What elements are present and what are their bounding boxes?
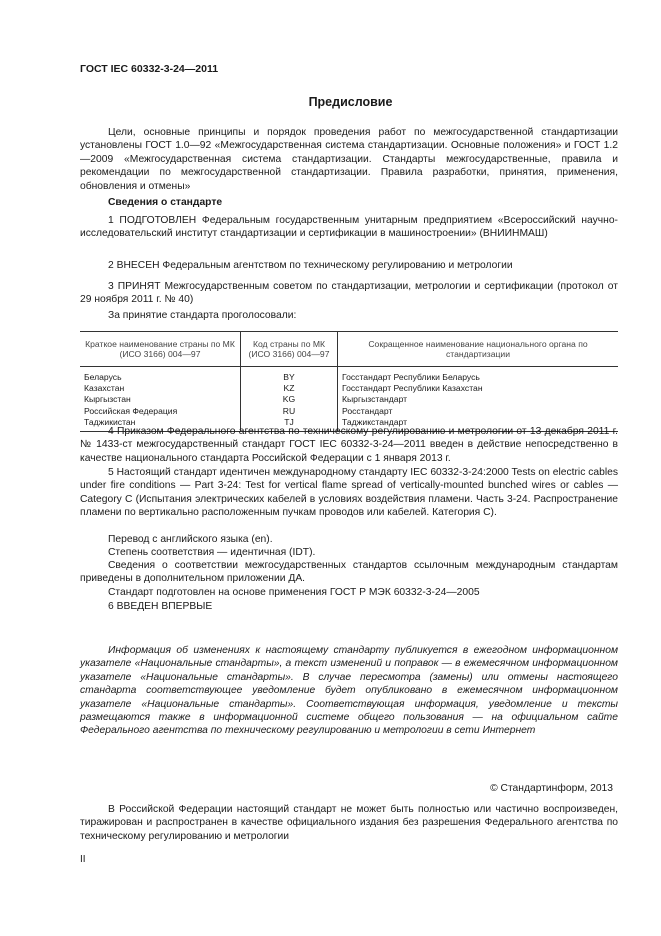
changes-notice: Информация об изменениях к настоящему стандарту публикуется в ежегодном информационном указателе «Национальные стандарты», а текст изменений и поправок — в ежемесячном информационном указателе «Национальные стандарты». В случае пересмотра (замены) или отмены настоящего стандарта соответствующее уведомление будет опубликовано в ежемесячном информационном указателе «Национальные стандарты». Соответствующая информация, уведомление и тексты размещаются также в информационной системе общего пользования — на официальном сайте Федерального агентства по техническому регулированию и метрологии в сети Интернет <box>80 645 618 737</box>
item-5-translation: Перевод с английского языка (en). <box>108 534 273 545</box>
page-title: Предисловие <box>308 95 393 109</box>
item-5-conformity: Степень соответствия — идентичная (IDT). <box>108 547 316 558</box>
copyright-notice: © Стандартинформ, 2013 <box>490 783 613 794</box>
table-cell-body: Кыргызстандарт <box>338 394 619 405</box>
item-4: 4 Приказом Федерального агентства по техническому регулированию и метрологии от 13 декабря 2011 г. № 1433-ст межгосударственный стандарт ГОСТ IEC 60332-3-24—2011 введен в действие непосредственно в качестве национального стандарта Российской Федерации с 1 января 2013 г. <box>80 426 618 464</box>
table-cell-country: Беларусь <box>84 372 122 382</box>
item-5-basis: Стандарт подготовлен на основе применения ГОСТ Р МЭК 60332-3-24—2005 <box>108 587 480 598</box>
approval-table <box>80 331 618 432</box>
item-1: 1 ПОДГОТОВЛЕН Федеральным государственным унитарным предприятием «Всероссийский научно-исследовательский институт стандартизации и сертификации в машиностроении» (ВНИИНМАШ) <box>80 215 618 240</box>
table-cell-body: Госстандарт Республики Беларусь <box>338 367 619 384</box>
item-5: 5 Настоящий стандарт идентичен международному стандарту IEC 60332-3-24:2000 Tests on electric cables under fire conditions — Part 3-24: Test for vertical flame spread of vertically-mounted bunched wires or cables — Category C (Испытания электрических кабелей в условиях воздействия пламени. Часть 3-24. Распространение пламени по вертикально расположенным пучкам проводов или кабелей. Категория С). <box>80 467 618 519</box>
table-row <box>80 394 618 405</box>
document-header: ГОСТ IEC 60332-3-24—2011 <box>80 63 219 75</box>
rights-notice: В Российской Федерации настоящий стандарт не может быть полностью или частично воспроизведен, тиражирован и распространен в качестве официального издания без разрешения Федерального агентства по техническому регулированию и метрологии <box>80 804 618 842</box>
table-cell-country: Таджикистан <box>80 417 241 432</box>
table-header-code: Код страны по МК (ИСО 3166) 004—97 <box>241 332 338 367</box>
table-cell-body: Росстандарт <box>338 406 619 417</box>
section-subtitle: Сведения о стандарте <box>108 197 223 208</box>
table-cell-code: KZ <box>241 383 338 394</box>
table-cell-code: TJ <box>241 417 338 432</box>
table-cell-code: BY <box>241 367 338 384</box>
table-cell-country: Российская Федерация <box>84 405 178 416</box>
table-cell-code: RU <box>241 406 338 417</box>
table-header-row <box>80 332 618 367</box>
item-6: 6 ВВЕДЕН ВПЕРВЫЕ <box>108 601 213 612</box>
table-cell-code: KG <box>241 394 338 405</box>
table-cell-country: Кыргызстан <box>84 394 131 405</box>
page-number: II <box>80 854 86 865</box>
table-cell-country: Казахстан <box>84 383 125 394</box>
item-3: 3 ПРИНЯТ Межгосударственным советом по стандартизации, метрологии и сертификации (протокол от 29 ноября 2011 г. № 40) <box>80 281 618 306</box>
intro-paragraph: Цели, основные принципы и порядок проведения работ по межгосударственной стандартизации установлены ГОСТ 1.0—92 «Межгосударственная система стандартизации. Основные положения» и ГОСТ 1.2—2009 «Межгосударственная система стандартизации. Стандарты межгосударственные, правила и рекомендации по межгосударственной стандартизации. Правила разработки, принятия, применения, обновления и отмены» <box>80 127 618 192</box>
table-cell-body: Госстандарт Республики Казахстан <box>338 383 619 394</box>
item-2: 2 ВНЕСЕН Федеральным агентством по техническому регулированию и метрологии <box>108 260 513 271</box>
table-header-body: Сокращенное наименование национального органа по стандартизации <box>338 332 619 367</box>
item-5-references: Сведения о соответствии межгосударственных стандартов ссылочным международным стандартам приведены в дополнительном приложении ДА. <box>80 560 618 585</box>
table-row <box>80 383 618 394</box>
table-header-country: Краткое наименование страны по МК (ИСО 3166) 004—97 <box>80 332 241 367</box>
table-row <box>80 367 618 384</box>
table-row <box>80 406 618 417</box>
voted-label: За принятие стандарта проголосовали: <box>108 310 297 321</box>
table-cell-body: Таджикстандарт <box>338 417 619 432</box>
